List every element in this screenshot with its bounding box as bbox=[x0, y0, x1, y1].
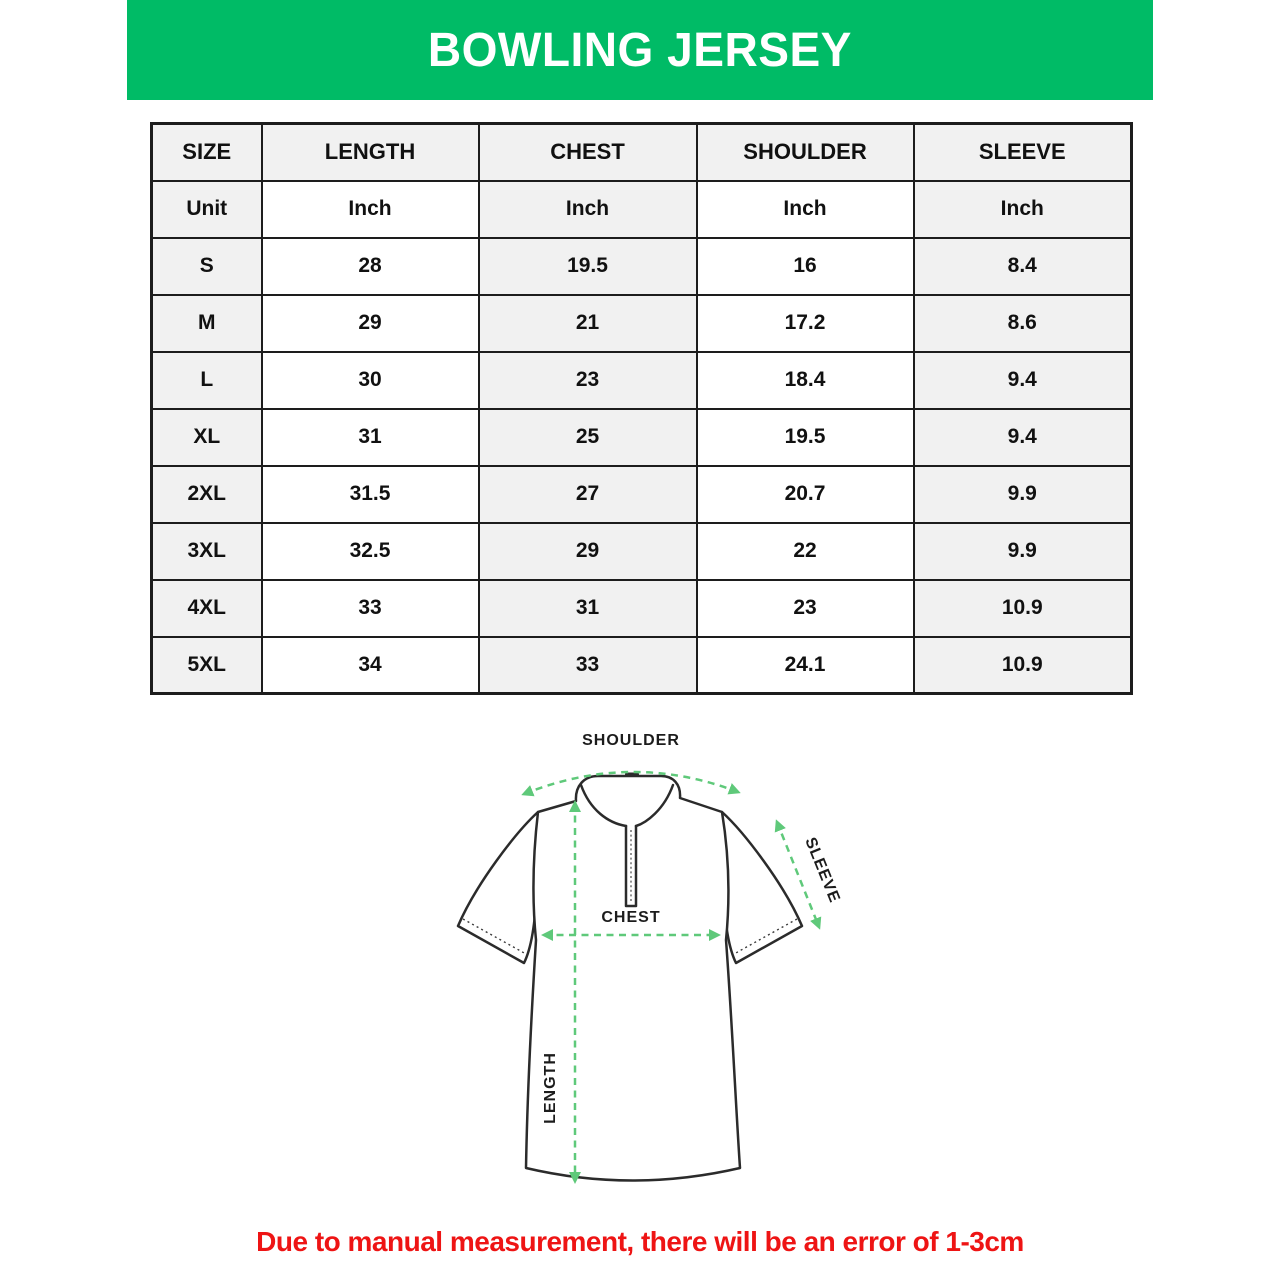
sleeve-cell: 10.9 bbox=[914, 637, 1132, 694]
column-header-size: SIZE bbox=[152, 124, 262, 181]
size-cell: L bbox=[152, 352, 262, 409]
header-row bbox=[152, 124, 1132, 181]
sleeve-label: SLEEVE bbox=[801, 835, 844, 906]
length-cell: 33 bbox=[262, 580, 479, 637]
size-cell: XL bbox=[152, 409, 262, 466]
measurement-disclaimer: Due to manual measurement, there will be an error of 1-3cm bbox=[256, 1226, 1024, 1257]
length-cell: 32.5 bbox=[262, 523, 479, 580]
shoulder-cell: 18.4 bbox=[697, 352, 914, 409]
chest-label: CHEST bbox=[601, 909, 661, 926]
shoulder-cell: 16 bbox=[697, 238, 914, 295]
column-header-sleeve: SLEEVE bbox=[914, 124, 1132, 181]
sleeve-cell: 9.4 bbox=[914, 409, 1132, 466]
sleeve-cell: 9.4 bbox=[914, 352, 1132, 409]
page-title: BOWLING JERSEY bbox=[427, 23, 853, 77]
chest-cell: 21 bbox=[479, 295, 697, 352]
sleeve-cell: 8.6 bbox=[914, 295, 1132, 352]
size-cell: 2XL bbox=[152, 466, 262, 523]
length-label: LENGTH bbox=[542, 1052, 559, 1124]
unit-label: Unit bbox=[152, 181, 262, 238]
table-row bbox=[152, 352, 1132, 409]
table-row bbox=[152, 238, 1132, 295]
right-sleeve-outline bbox=[722, 812, 802, 963]
unit-cell-chest: Inch bbox=[479, 181, 697, 238]
sleeve-cell: 9.9 bbox=[914, 523, 1132, 580]
shoulder-cell: 22 bbox=[697, 523, 914, 580]
size-cell: 3XL bbox=[152, 523, 262, 580]
chest-cell: 29 bbox=[479, 523, 697, 580]
shoulder-cell: 19.5 bbox=[697, 409, 914, 466]
shoulder-cell: 20.7 bbox=[697, 466, 914, 523]
chest-cell: 19.5 bbox=[479, 238, 697, 295]
length-cell: 29 bbox=[262, 295, 479, 352]
table-row bbox=[152, 580, 1132, 637]
length-cell: 28 bbox=[262, 238, 479, 295]
size-chart-table bbox=[150, 122, 1133, 695]
left-sleeve-outline bbox=[458, 812, 538, 963]
shoulder-cell: 17.2 bbox=[697, 295, 914, 352]
size-cell: 5XL bbox=[152, 637, 262, 694]
column-header-chest: CHEST bbox=[479, 124, 697, 181]
title-banner bbox=[127, 0, 1153, 100]
jersey-diagram bbox=[420, 700, 880, 1205]
unit-cell-sleeve: Inch bbox=[914, 181, 1132, 238]
chest-cell: 23 bbox=[479, 352, 697, 409]
shoulder-cell: 23 bbox=[697, 580, 914, 637]
shoulder-label: SHOULDER bbox=[582, 732, 680, 749]
table-row bbox=[152, 466, 1132, 523]
table-row bbox=[152, 637, 1132, 694]
chest-cell: 33 bbox=[479, 637, 697, 694]
length-cell: 31 bbox=[262, 409, 479, 466]
column-header-shoulder: SHOULDER bbox=[697, 124, 914, 181]
table-row bbox=[152, 409, 1132, 466]
sleeve-cell: 9.9 bbox=[914, 466, 1132, 523]
size-cell: S bbox=[152, 238, 262, 295]
chest-cell: 25 bbox=[479, 409, 697, 466]
unit-row bbox=[152, 181, 1132, 238]
chest-cell: 31 bbox=[479, 580, 697, 637]
size-cell: M bbox=[152, 295, 262, 352]
unit-cell-length: Inch bbox=[262, 181, 479, 238]
chest-cell: 27 bbox=[479, 466, 697, 523]
table-row bbox=[152, 295, 1132, 352]
table-row bbox=[152, 523, 1132, 580]
shoulder-cell: 24.1 bbox=[697, 637, 914, 694]
length-cell: 30 bbox=[262, 352, 479, 409]
size-cell: 4XL bbox=[152, 580, 262, 637]
column-header-length: LENGTH bbox=[262, 124, 479, 181]
length-cell: 31.5 bbox=[262, 466, 479, 523]
length-cell: 34 bbox=[262, 637, 479, 694]
sleeve-cell: 8.4 bbox=[914, 238, 1132, 295]
sleeve-cell: 10.9 bbox=[914, 580, 1132, 637]
unit-cell-shoulder: Inch bbox=[697, 181, 914, 238]
